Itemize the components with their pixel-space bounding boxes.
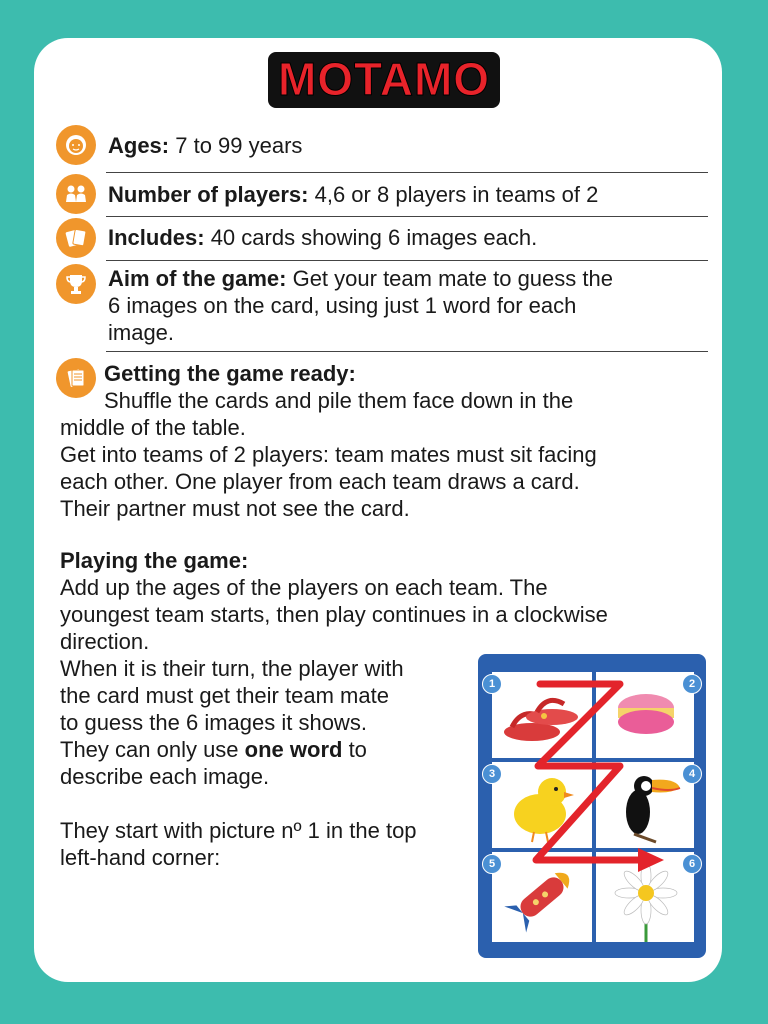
info-includes bbox=[56, 218, 708, 258]
trophy-icon bbox=[56, 264, 96, 304]
playing-line: When it is their turn, the player with bbox=[60, 656, 404, 681]
logo-text: MOTAMO bbox=[277, 53, 491, 105]
info-players bbox=[56, 174, 708, 218]
document-icon bbox=[56, 358, 96, 398]
ready-heading: Getting the game ready: bbox=[104, 361, 356, 386]
includes-text: Includes: 40 cards showing 6 images each. bbox=[108, 225, 538, 250]
ages-text: Ages: 7 to 99 years bbox=[108, 133, 303, 158]
card-number-5: 5 bbox=[482, 854, 502, 874]
playing-heading: Playing the game: bbox=[60, 548, 249, 573]
group-icon bbox=[56, 174, 96, 214]
divider bbox=[106, 172, 708, 173]
info-ages bbox=[56, 125, 708, 169]
playing-line: left-hand corner: bbox=[60, 845, 221, 870]
playing-line: direction. bbox=[60, 629, 150, 654]
divider bbox=[106, 351, 708, 352]
reading-order-arrow bbox=[478, 654, 706, 958]
playing-line: youngest team starts, then play continues in a clockwise bbox=[60, 602, 608, 627]
child-face-icon bbox=[56, 125, 96, 165]
playing-line: Add up the ages of the players on each team. The bbox=[60, 575, 548, 600]
logo-box bbox=[268, 52, 500, 108]
playing-line: to guess the 6 images it shows. bbox=[60, 710, 367, 735]
ready-line: middle of the table. bbox=[60, 415, 246, 440]
divider bbox=[106, 260, 708, 261]
card-number-1: 1 bbox=[482, 674, 502, 694]
playing-one-word-line: They can only use one word to bbox=[60, 737, 367, 762]
divider bbox=[106, 216, 708, 217]
card-number-3: 3 bbox=[482, 764, 502, 784]
cards-icon bbox=[56, 218, 96, 258]
card-number-2: 2 bbox=[682, 674, 702, 694]
playing-line: describe each image. bbox=[60, 764, 270, 789]
playing-line: the card must get their team mate bbox=[60, 683, 389, 708]
ready-line: Get into teams of 2 players: team mates must sit facing bbox=[60, 442, 597, 467]
info-aim bbox=[56, 264, 708, 354]
example-card bbox=[478, 654, 706, 958]
players-text: Number of players: 4,6 or 8 players in teams of 2 bbox=[108, 182, 599, 207]
logo bbox=[0, 52, 768, 108]
card-number-4: 4 bbox=[682, 764, 702, 784]
ready-line: each other. One player from each team draws a card. bbox=[60, 469, 580, 494]
ready-line: Their partner must not see the card. bbox=[60, 496, 410, 521]
card-number-6: 6 bbox=[682, 854, 702, 874]
aim-text: Aim of the game: Get your team mate to guess the 6 images on the card, using just 1 word for each image. bbox=[108, 266, 613, 345]
ready-line: Shuffle the cards and pile them face down in the bbox=[104, 388, 574, 413]
playing-line: They start with picture nº 1 in the top bbox=[60, 818, 417, 843]
